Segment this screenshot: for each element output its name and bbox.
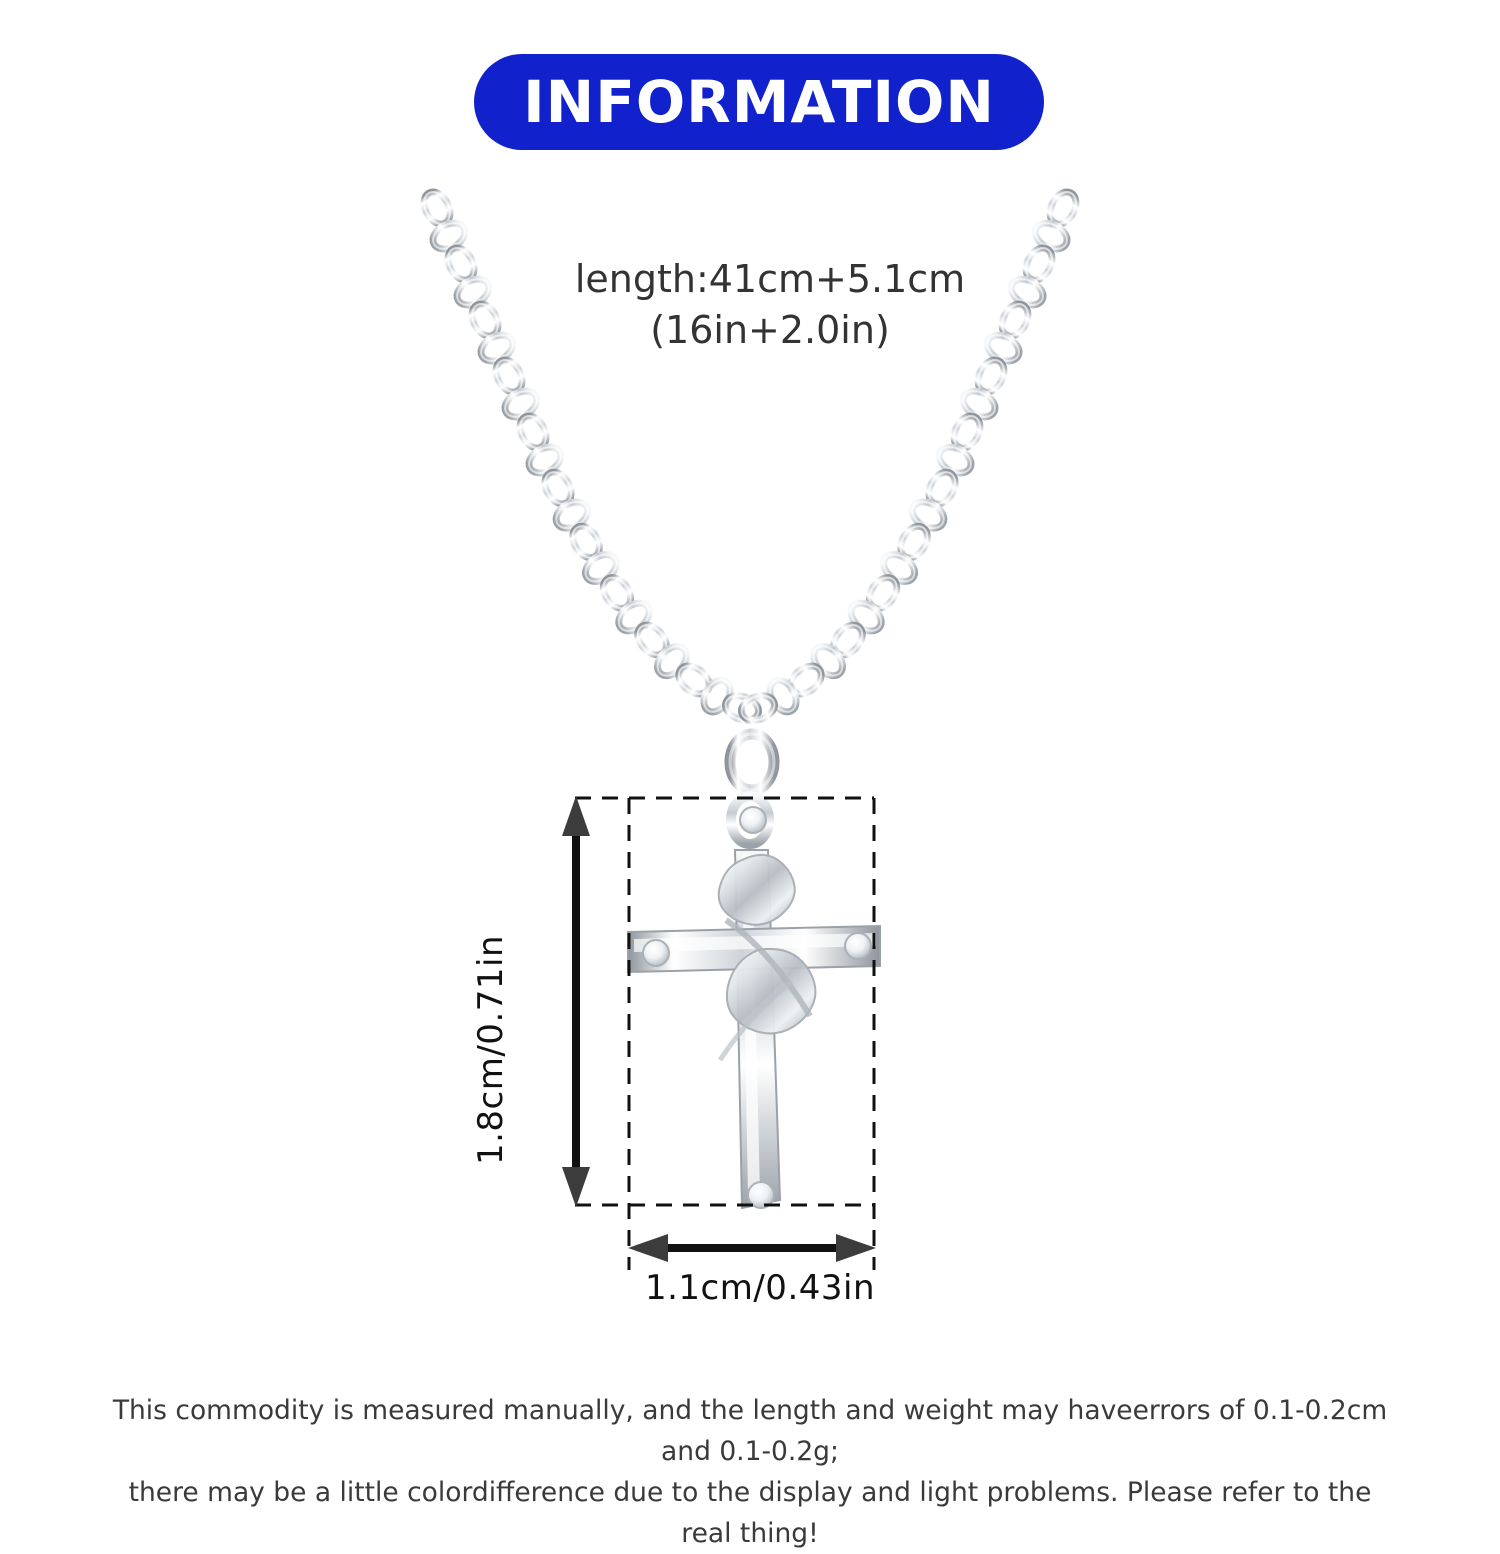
information-badge bbox=[474, 54, 1044, 150]
pendant-width-label: 1.1cm/0.43in bbox=[644, 1268, 876, 1308]
disclaimer bbox=[110, 1390, 1390, 1554]
information-badge-label: INFORMATION bbox=[523, 68, 995, 136]
pendant-height-label: 1.8cm/0.71in bbox=[471, 934, 511, 1166]
cross-pendant bbox=[628, 807, 880, 1208]
necklace-illustration bbox=[0, 160, 1500, 1340]
measurement-guides bbox=[562, 796, 876, 1270]
disclaimer-line-1: This commodity is measured manually, and the length and weight may haveerrors of 0.1-0.2cm and 0.1-0.2g; bbox=[112, 1395, 1388, 1468]
chain-right bbox=[738, 188, 1081, 725]
chain-length-line-2: (16in+2.0in) bbox=[650, 308, 890, 353]
chain-length-line-1: length:41cm+5.1cm bbox=[574, 257, 966, 301]
chain-left bbox=[419, 188, 762, 725]
product-photo bbox=[0, 160, 1500, 1340]
disclaimer-line-2: there may be a little colordifference due to the display and light problems. Please refer to the real thing! bbox=[128, 1477, 1372, 1550]
